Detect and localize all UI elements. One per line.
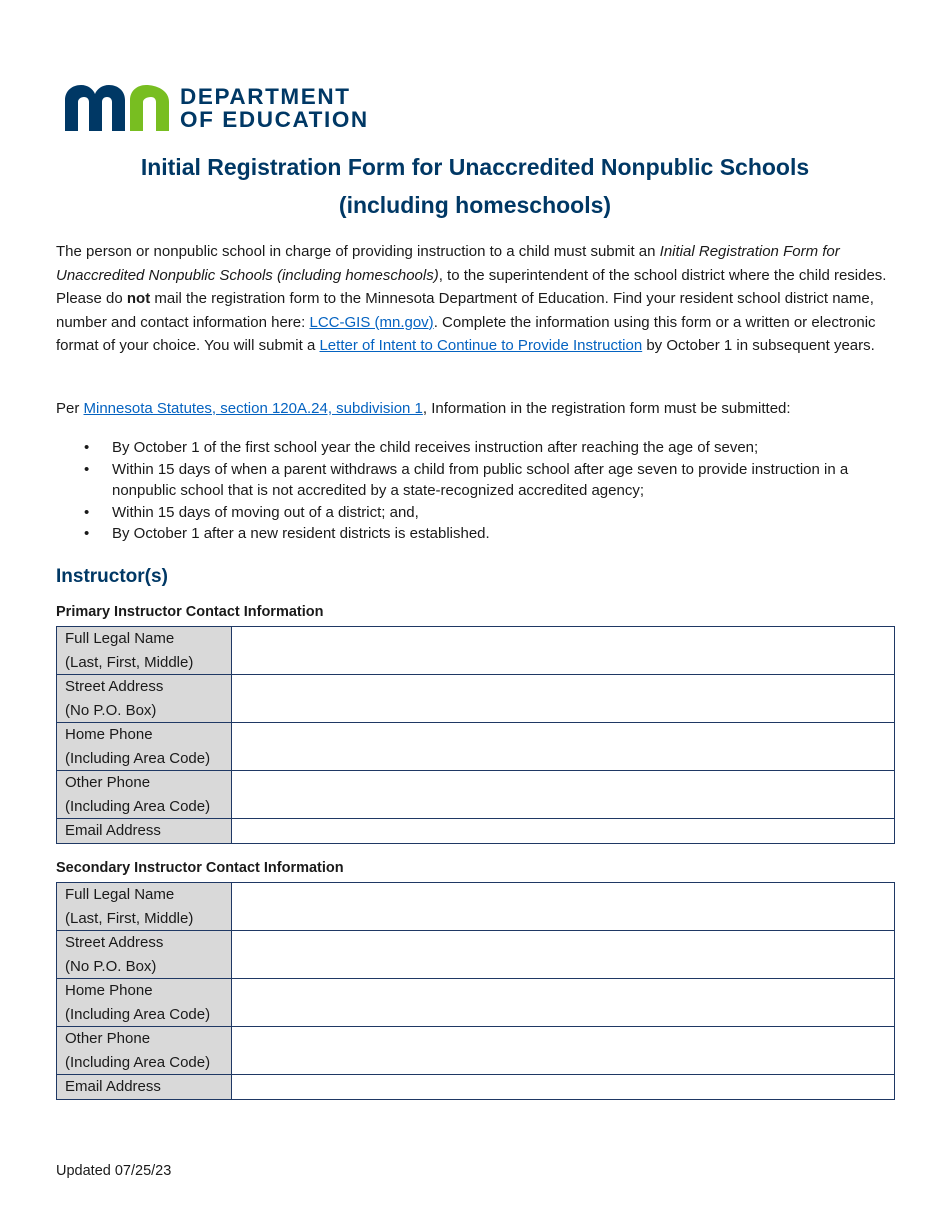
label-line: Other Phone: [65, 774, 151, 791]
label-line: (Including Area Code): [65, 1053, 211, 1071]
secondary-other-phone-field[interactable]: [232, 1027, 895, 1075]
intro-text-4: . Complete the information using this form or a written or electronic format of your choice. You will submit a: [56, 313, 876, 355]
label-line: Street Address: [65, 678, 164, 695]
label-line: Full Legal Name: [65, 886, 175, 903]
intro-text-1: The person or nonpublic school in charge of providing instruction to a child must submit an: [56, 243, 660, 260]
list-item: [56, 437, 896, 459]
statute-link[interactable]: Minnesota Statutes, section 120A.24, subdivision 1: [83, 400, 423, 417]
mn-logo-icon: [64, 84, 170, 132]
letter-of-intent-link[interactable]: Letter of Intent to Continue to Provide Instruction: [319, 337, 643, 355]
field-label: [57, 979, 232, 1027]
label-line: (Including Area Code): [65, 1005, 211, 1023]
primary-home-phone-field[interactable]: [232, 723, 895, 771]
intro-not-emphasis: not: [126, 290, 151, 308]
list-item: [56, 523, 896, 545]
table-row: [57, 1027, 895, 1075]
bullet-icon: •: [84, 525, 90, 542]
primary-full-name-field[interactable]: [232, 627, 895, 675]
page-title: [0, 148, 950, 224]
label-line: (Last, First, Middle): [65, 653, 194, 671]
table-row: [57, 931, 895, 979]
table-row: [57, 771, 895, 819]
list-item-text: By October 1 after a new resident districts is established.: [112, 525, 490, 542]
intro-paragraph: [56, 240, 896, 358]
label-line: (No P.O. Box): [65, 701, 157, 719]
primary-email-field[interactable]: [232, 819, 895, 844]
label-line: (No P.O. Box): [65, 957, 157, 975]
list-item: [56, 502, 896, 524]
label-line: (Last, First, Middle): [65, 909, 194, 927]
table-row: [57, 819, 895, 844]
mde-logo: [64, 84, 369, 132]
field-label: [57, 1075, 232, 1100]
secondary-instructor-caption: Secondary Instructor Contact Information: [56, 860, 344, 876]
title-line-2: (including homeschools): [338, 192, 612, 218]
requirements-list: [56, 437, 896, 545]
intro-text-2: , to the superintendent of the school district where the child resides. Please do: [56, 266, 887, 308]
list-item: [56, 459, 896, 502]
label-line: Email Address: [65, 822, 161, 839]
bullet-icon: •: [84, 439, 90, 456]
field-label: [57, 627, 232, 675]
intro-text-3: mail the registration form to the Minnesota Department of Education. Find your resident school district name, number and contact information here:: [56, 290, 874, 331]
label-line: Home Phone: [65, 726, 153, 743]
label-line: Home Phone: [65, 982, 153, 999]
label-line: Full Legal Name: [65, 630, 175, 647]
field-label: [57, 883, 232, 931]
secondary-full-name-field[interactable]: [232, 883, 895, 931]
bullet-icon: •: [84, 460, 90, 478]
logo-line-department: DEPARTMENT: [180, 84, 351, 109]
field-label: [57, 1027, 232, 1075]
field-label: [57, 819, 232, 844]
table-row: [57, 675, 895, 723]
intro-form-name: Initial Registration Form for Unaccredited Nonpublic Schools (including homeschools): [56, 243, 840, 284]
label-line: (Including Area Code): [65, 797, 211, 815]
list-item-text: Within 15 days of when a parent withdraws a child from public school after age seven to provide instruction in a nonpublic school that is not accredited by a state-recognized accredited agency;: [112, 460, 849, 499]
label-line: Other Phone: [65, 1030, 151, 1047]
field-label: [57, 771, 232, 819]
secondary-home-phone-field[interactable]: [232, 979, 895, 1027]
statute-paragraph: [56, 398, 896, 420]
secondary-email-field[interactable]: [232, 1075, 895, 1100]
secondary-instructor-table: [56, 882, 895, 1100]
list-item-text: By October 1 of the first school year the child receives instruction after reaching the age of seven;: [112, 439, 759, 456]
bullet-icon: •: [84, 503, 90, 521]
table-row: [57, 627, 895, 675]
logo-line-education: OF EDUCATION: [180, 107, 369, 132]
updated-date: Updated 07/25/23: [56, 1163, 172, 1179]
primary-other-phone-field[interactable]: [232, 771, 895, 819]
per-text-1: Per: [56, 400, 84, 417]
label-line: (Including Area Code): [65, 749, 211, 767]
field-label: [57, 931, 232, 979]
primary-instructor-caption: Primary Instructor Contact Information: [56, 604, 324, 620]
label-line: Street Address: [65, 934, 164, 951]
lcc-gis-link[interactable]: LCC-GIS (mn.gov): [309, 313, 434, 331]
logo-wordmark: [180, 85, 369, 131]
instructors-heading: Instructor(s): [56, 566, 168, 587]
table-row: [57, 979, 895, 1027]
field-label: [57, 675, 232, 723]
field-label: [57, 723, 232, 771]
primary-street-address-field[interactable]: [232, 675, 895, 723]
table-row: [57, 883, 895, 931]
table-row: [57, 1075, 895, 1100]
list-item-text: Within 15 days of moving out of a district; and,: [112, 503, 419, 521]
intro-text-5: by October 1 in subsequent years.: [642, 337, 875, 355]
primary-instructor-table: [56, 626, 895, 844]
secondary-street-address-field[interactable]: [232, 931, 895, 979]
table-row: [57, 723, 895, 771]
title-line-1: Initial Registration Form for Unaccredited Nonpublic Schools: [140, 154, 810, 180]
per-text-2: , Information in the registration form must be submitted:: [422, 400, 791, 417]
label-line: Email Address: [65, 1078, 161, 1095]
